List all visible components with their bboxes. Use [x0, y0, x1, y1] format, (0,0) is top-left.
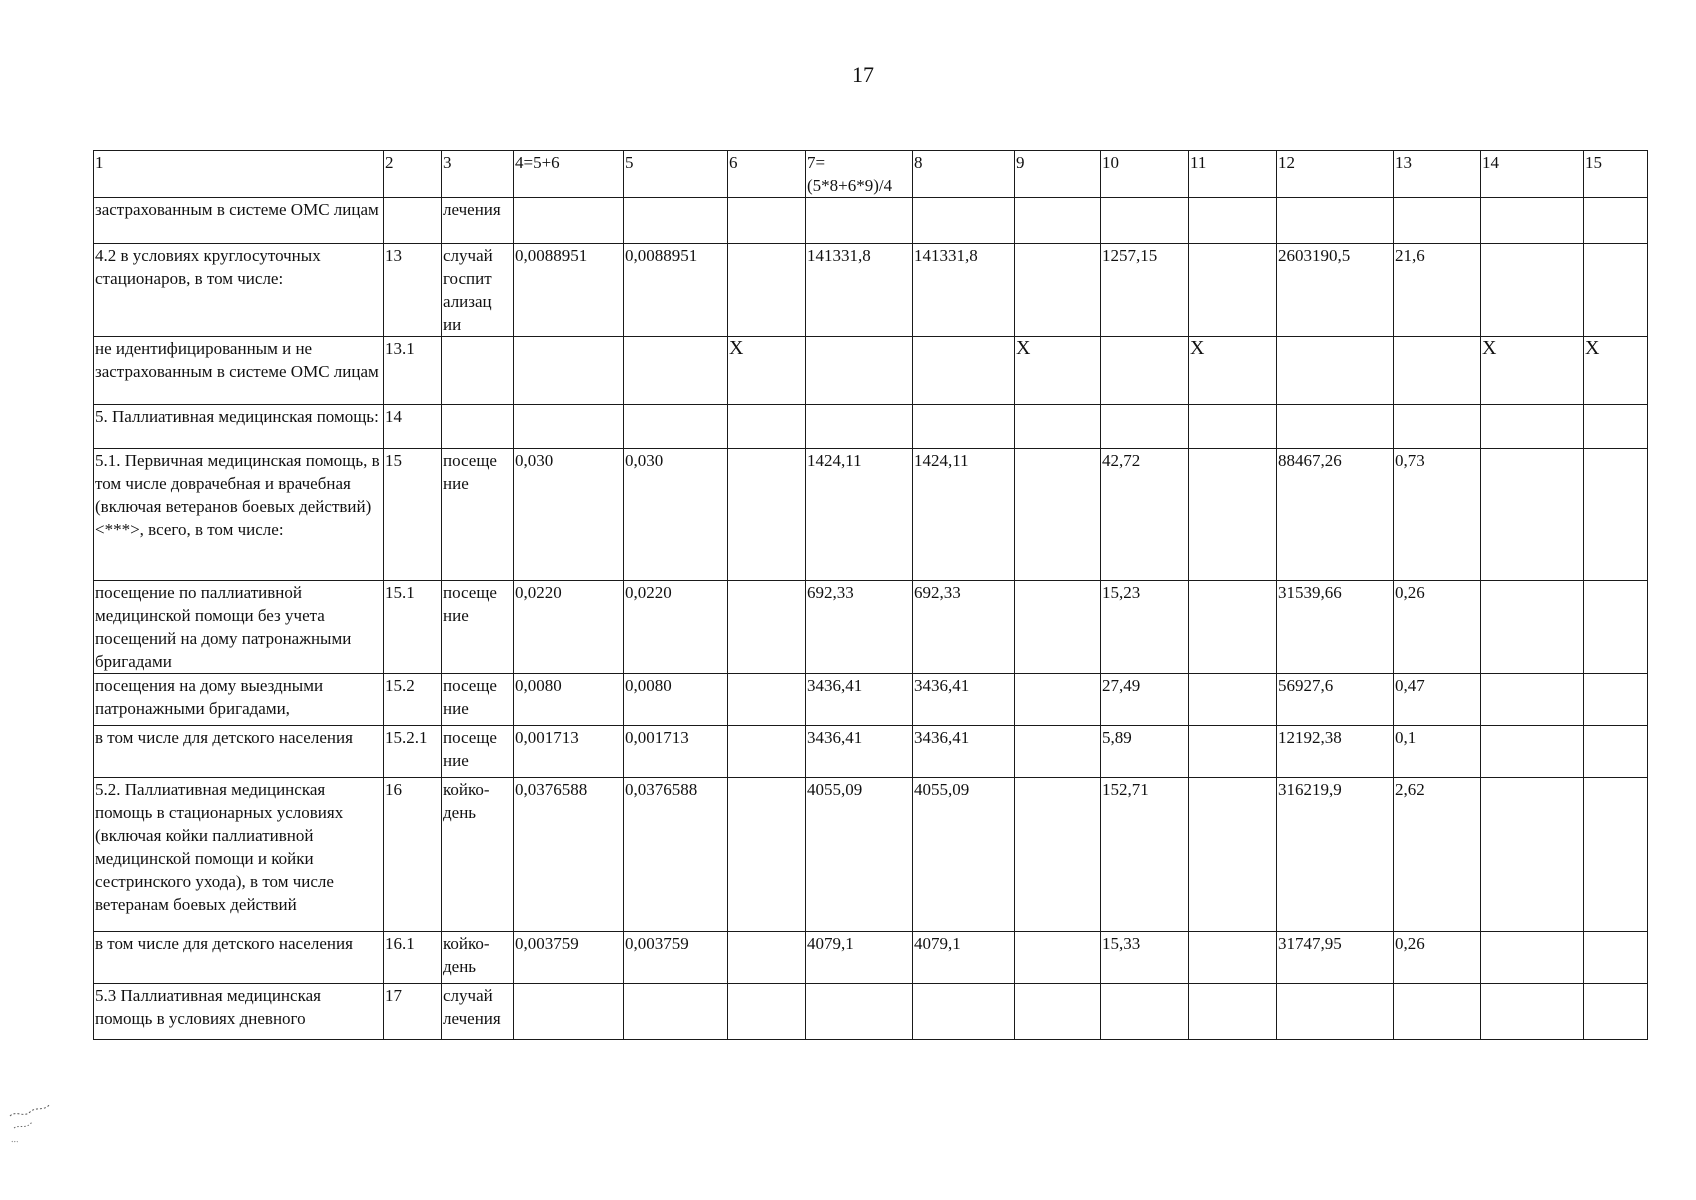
table-cell: [913, 405, 1015, 449]
table-cell: [1189, 932, 1277, 984]
table-cell: 0,001713: [514, 726, 624, 778]
header-cell: 11: [1189, 151, 1277, 198]
table-cell: [728, 932, 806, 984]
header-cell: 5: [624, 151, 728, 198]
table-cell: 0,0220: [624, 581, 728, 674]
table-cell: [1015, 581, 1101, 674]
table-cell: [1481, 449, 1584, 581]
table-cell: 15.1: [384, 581, 442, 674]
header-cell: 3: [442, 151, 514, 198]
table-cell: [1015, 932, 1101, 984]
table-cell: [1584, 198, 1648, 244]
table-cell: 17: [384, 984, 442, 1040]
table-cell: [913, 337, 1015, 405]
table-cell: посеще ние: [442, 449, 514, 581]
table-cell: 27,49: [1101, 674, 1189, 726]
table-cell: 0,0376588: [624, 778, 728, 932]
header-cell: 1: [94, 151, 384, 198]
table-cell: [728, 244, 806, 337]
table-cell: [1481, 405, 1584, 449]
table-cell: [806, 984, 913, 1040]
table-cell: [1394, 337, 1481, 405]
table-row: [94, 405, 1648, 449]
table-cell: не идентифицированным и не застрахованным в системе ОМС лицам: [94, 337, 384, 405]
table-cell: 0,47: [1394, 674, 1481, 726]
table-cell: [1189, 984, 1277, 1040]
table-cell: 5,89: [1101, 726, 1189, 778]
table-cell: X: [1015, 337, 1101, 405]
table-cell: случай лечения: [442, 984, 514, 1040]
table-cell: 21,6: [1394, 244, 1481, 337]
table-cell: 152,71: [1101, 778, 1189, 932]
table-cell: в том числе для детского населения: [94, 932, 384, 984]
table-cell: 15.2.1: [384, 726, 442, 778]
table-row: [94, 674, 1648, 726]
table-cell: 15: [384, 449, 442, 581]
table-cell: [514, 198, 624, 244]
header-cell: 9: [1015, 151, 1101, 198]
header-cell: 7= (5*8+6*9)/4: [806, 151, 913, 198]
table-cell: [728, 581, 806, 674]
table-cell: 0,003759: [624, 932, 728, 984]
table-cell: [1015, 198, 1101, 244]
table-cell: 88467,26: [1277, 449, 1394, 581]
table-row: [94, 726, 1648, 778]
table-cell: [1584, 674, 1648, 726]
table-cell: 15,33: [1101, 932, 1189, 984]
table-cell: 4055,09: [806, 778, 913, 932]
header-cell: 13: [1394, 151, 1481, 198]
table-cell: 2,62: [1394, 778, 1481, 932]
header-cell: 4=5+6: [514, 151, 624, 198]
table-cell: [1015, 778, 1101, 932]
table-cell: [1584, 449, 1648, 581]
table-cell: 13.1: [384, 337, 442, 405]
table-cell: 1424,11: [806, 449, 913, 581]
table-cell: [1584, 778, 1648, 932]
table-cell: 5. Паллиативная медицинская помощь:: [94, 405, 384, 449]
table-row: [94, 778, 1648, 932]
table-cell: посеще ние: [442, 726, 514, 778]
table-cell: 0,030: [514, 449, 624, 581]
page-number: 17: [852, 62, 874, 87]
table-cell: [1481, 674, 1584, 726]
table-cell: [1189, 674, 1277, 726]
table-cell: [1277, 984, 1394, 1040]
table-cell: [1481, 726, 1584, 778]
table-cell: [1481, 244, 1584, 337]
table-cell: [806, 337, 913, 405]
table-cell: [1101, 198, 1189, 244]
table-cell: [728, 674, 806, 726]
table-row: [94, 932, 1648, 984]
table-cell: 0,003759: [514, 932, 624, 984]
table-cell: 4055,09: [913, 778, 1015, 932]
table-cell: 0,0088951: [624, 244, 728, 337]
table-cell: [624, 337, 728, 405]
header-cell: 2: [384, 151, 442, 198]
table-cell: [442, 405, 514, 449]
table-cell: 4079,1: [913, 932, 1015, 984]
table-cell: 0,73: [1394, 449, 1481, 581]
table-cell: койко-день: [442, 932, 514, 984]
table-cell: 3436,41: [806, 674, 913, 726]
table-cell: 4.2 в условиях круглосуточных стационаров, в том числе:: [94, 244, 384, 337]
table-cell: 56927,6: [1277, 674, 1394, 726]
table-cell: 5.3 Паллиативная медицинская помощь в условиях дневного: [94, 984, 384, 1040]
table-cell: [1481, 198, 1584, 244]
table-row: [94, 581, 1648, 674]
table-cell: 692,33: [806, 581, 913, 674]
table-cell: [624, 405, 728, 449]
table-cell: [624, 198, 728, 244]
table-cell: 0,001713: [624, 726, 728, 778]
header-cell: 10: [1101, 151, 1189, 198]
table-cell: [1277, 337, 1394, 405]
table-cell: [1015, 449, 1101, 581]
table-cell: 3436,41: [913, 726, 1015, 778]
table-cell: 15,23: [1101, 581, 1189, 674]
table-cell: [728, 984, 806, 1040]
pen-mark: [6, 1098, 56, 1154]
table-cell: 3436,41: [913, 674, 1015, 726]
table-cell: [728, 726, 806, 778]
table-cell: койко-день: [442, 778, 514, 932]
table-cell: [1584, 932, 1648, 984]
table-cell: 141331,8: [913, 244, 1015, 337]
table-cell: 0,0376588: [514, 778, 624, 932]
table-cell: 141331,8: [806, 244, 913, 337]
table-cell: X: [1481, 337, 1584, 405]
table-cell: посещения на дому выездными патронажными бригадами,: [94, 674, 384, 726]
table-cell: 692,33: [913, 581, 1015, 674]
data-table: [93, 150, 1648, 1040]
table-cell: [1394, 198, 1481, 244]
table-cell: посеще ние: [442, 581, 514, 674]
table-cell: 5.1. Первичная медицинская помощь, в том числе доврачебная и врачебная (включая ветеранов боевых действий) <***>, всего, в том числе:: [94, 449, 384, 581]
table-cell: [1394, 984, 1481, 1040]
table-cell: 1257,15: [1101, 244, 1189, 337]
table-cell: [1584, 726, 1648, 778]
table-row: [94, 337, 1648, 405]
table-cell: [1015, 726, 1101, 778]
table-cell: [1189, 198, 1277, 244]
table-cell: [1584, 581, 1648, 674]
header-cell: 14: [1481, 151, 1584, 198]
table-cell: 0,26: [1394, 932, 1481, 984]
table-cell: [384, 198, 442, 244]
table-cell: [1394, 405, 1481, 449]
table-cell: 0,1: [1394, 726, 1481, 778]
table-cell: [913, 984, 1015, 1040]
table-cell: 1424,11: [913, 449, 1015, 581]
table-cell: [1189, 581, 1277, 674]
table-cell: [1481, 778, 1584, 932]
table-cell: [1584, 984, 1648, 1040]
table-cell: [728, 778, 806, 932]
table-cell: [1189, 726, 1277, 778]
table-cell: [1015, 674, 1101, 726]
table-cell: 0,0080: [514, 674, 624, 726]
table-cell: [806, 198, 913, 244]
table-cell: 13: [384, 244, 442, 337]
table-cell: [1277, 198, 1394, 244]
table-cell: [1189, 244, 1277, 337]
table-cell: случай госпит ализац ии: [442, 244, 514, 337]
table-cell: [728, 449, 806, 581]
table-cell: [1189, 449, 1277, 581]
table-cell: [728, 405, 806, 449]
table-cell: 16: [384, 778, 442, 932]
table-cell: [1015, 984, 1101, 1040]
table-cell: 15.2: [384, 674, 442, 726]
table-row: [94, 198, 1648, 244]
header-cell: 15: [1584, 151, 1648, 198]
table-cell: 0,26: [1394, 581, 1481, 674]
table-cell: 16.1: [384, 932, 442, 984]
table-cell: 0,0220: [514, 581, 624, 674]
table-cell: X: [1189, 337, 1277, 405]
table-cell: [1481, 581, 1584, 674]
table-cell: застрахованным в системе ОМС лицам: [94, 198, 384, 244]
table-cell: [1015, 244, 1101, 337]
table-cell: [1189, 405, 1277, 449]
table-cell: 42,72: [1101, 449, 1189, 581]
table-cell: 0,0080: [624, 674, 728, 726]
table-cell: лечения: [442, 198, 514, 244]
table-cell: 316219,9: [1277, 778, 1394, 932]
table-cell: X: [1584, 337, 1648, 405]
table-cell: [728, 198, 806, 244]
header-row: [94, 151, 1648, 198]
table-cell: [1481, 984, 1584, 1040]
table-cell: [1101, 337, 1189, 405]
table-row: [94, 244, 1648, 337]
header-cell: 12: [1277, 151, 1394, 198]
table-cell: [514, 405, 624, 449]
table-row: [94, 984, 1648, 1040]
table-cell: [624, 984, 728, 1040]
header-cell: 8: [913, 151, 1015, 198]
table-cell: [806, 405, 913, 449]
table-cell: 5.2. Паллиативная медицинская помощь в стационарных условиях (включая койки паллиативной медицинской помощи и койки сестринского ухода), в том числе ветеранам боевых действий: [94, 778, 384, 932]
table-cell: [514, 984, 624, 1040]
table-cell: [514, 337, 624, 405]
table-cell: [1584, 244, 1648, 337]
table-cell: [1277, 405, 1394, 449]
table-cell: посеще ние: [442, 674, 514, 726]
table-cell: [1481, 932, 1584, 984]
table-cell: 12192,38: [1277, 726, 1394, 778]
table-cell: 2603190,5: [1277, 244, 1394, 337]
table-cell: 0,0088951: [514, 244, 624, 337]
table-cell: 31539,66: [1277, 581, 1394, 674]
table-cell: X: [728, 337, 806, 405]
table-cell: 3436,41: [806, 726, 913, 778]
table-cell: посещение по паллиативной медицинской помощи без учета посещений на дому патронажными бригадами: [94, 581, 384, 674]
table-cell: [1101, 405, 1189, 449]
table-cell: [1015, 405, 1101, 449]
table-cell: 0,030: [624, 449, 728, 581]
table-row: [94, 449, 1648, 581]
table-cell: 31747,95: [1277, 932, 1394, 984]
table-cell: [1189, 778, 1277, 932]
table-cell: [442, 337, 514, 405]
table-cell: в том числе для детского населения: [94, 726, 384, 778]
table-cell: [913, 198, 1015, 244]
table-cell: 14: [384, 405, 442, 449]
table-cell: 4079,1: [806, 932, 913, 984]
table-cell: [1584, 405, 1648, 449]
header-cell: 6: [728, 151, 806, 198]
table-cell: [1101, 984, 1189, 1040]
